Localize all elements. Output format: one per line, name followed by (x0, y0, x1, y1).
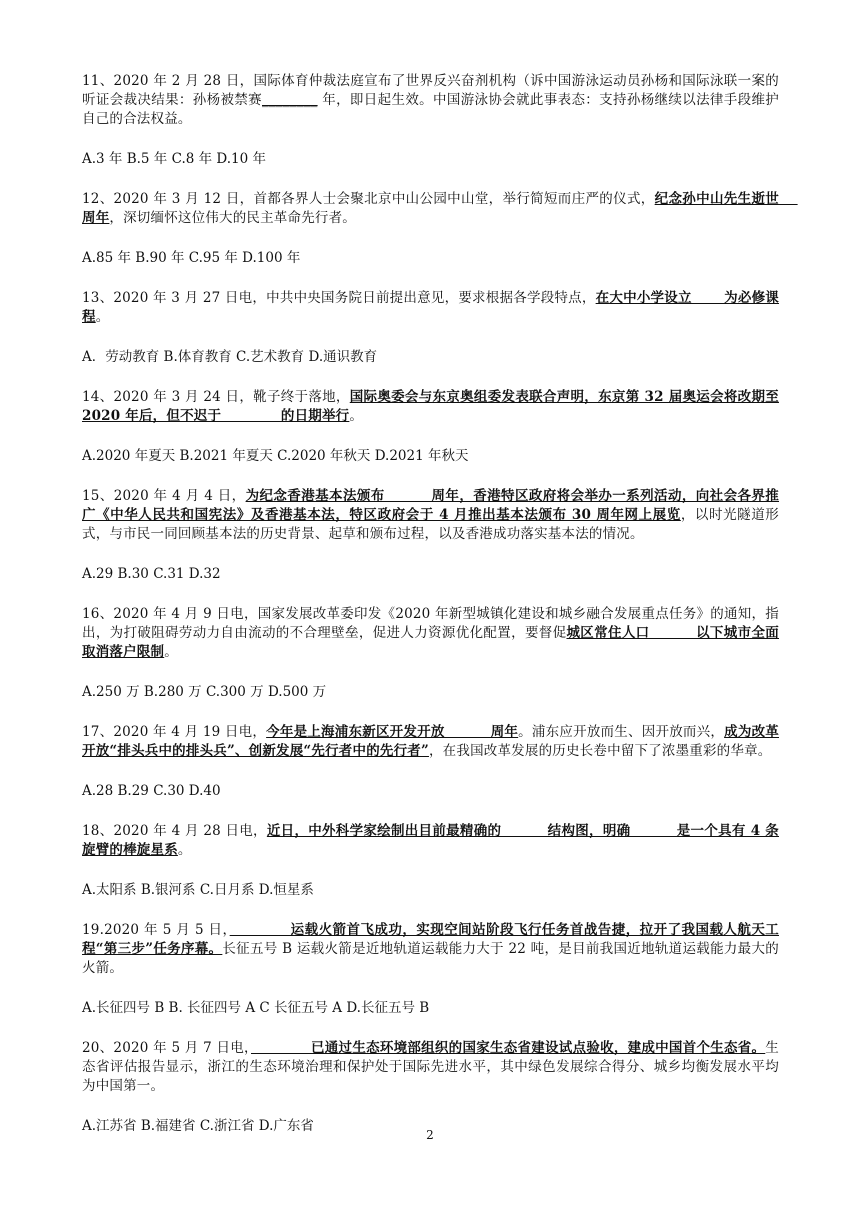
underlined-key-text: 成为改革开放“排头兵中的排头兵”、创新发展“先行者中的先行者” (82, 724, 779, 759)
answer-options: A.太阳系 B.银河系 C.日月系 D.恒星系 (82, 882, 314, 898)
spacer (82, 1096, 779, 1117)
spacer (82, 860, 779, 881)
question-text: 。 (349, 408, 364, 424)
underlined-key-text: 近日，中外科学家绘制出目前最精确的 结构图，明确 是一个具有 4 条旋臂的棒旋星系 (82, 823, 779, 858)
question-q14 (82, 388, 779, 426)
question-text: 长征五号 B 运载火箭是近地轨道运载能力大于 22 吨，是目前我国近地轨道运载能力最大的火箭。 (82, 941, 779, 976)
question-q13 (82, 289, 779, 327)
question-q12 (82, 190, 798, 228)
answer-options: A.85 年 B.90 年 C.95 年 D.100 年 (82, 250, 301, 266)
question-q16 (82, 605, 779, 662)
answer-options: A.29 B.30 C.31 D.32 (82, 566, 221, 582)
underlined-key-text: ________ (262, 92, 318, 108)
spacer (82, 367, 779, 388)
answer-options: A.长征四号 B B. 长征四号 A C 长征五号 A D.长征五号 B (82, 1000, 430, 1016)
spacer (82, 327, 779, 348)
question-text: 生态省评估报告显示，浙江的生态环境治理和保护处于国际先进水平，其中绿色发展综合得分、城乡均衡发展水平均为中国第一。 (82, 1040, 779, 1094)
spacer (82, 978, 779, 999)
underlined-key-text: 纪念孙中山先生逝世 周年 (82, 191, 798, 226)
underlined-key-text: 在大中小学设立 为必修课程 (82, 290, 780, 325)
spacer (82, 169, 779, 190)
spacer (82, 1018, 779, 1039)
spacer (82, 426, 779, 447)
answer-options: A.2020 年夏天 B.2021 年夏天 C.2020 年秋天 D.2021 年秋天 (82, 448, 469, 464)
question-q18 (82, 822, 779, 860)
spacer (82, 584, 779, 605)
underlined-key-text: 为纪念香港基本法颁布 周年，香港特区政府将会举办一系列活动，向社会各界推广《中华人民共和国宪法》及香港基本法，特区政府会于 4 月推出基本法颁布 30 周年网上展览 (82, 488, 780, 523)
question-text: 年，即日起生效。中国游泳协会就此事表态：支持孙杨继续以法律手段维护自己的合法权益。 (82, 92, 779, 127)
question-text: ，在我国改革发展的历史长卷中留下了浓墨重彩的华章。 (428, 743, 772, 759)
underlined-key-text: 运载火箭首飞成功，实现空间站阶段飞行任务首战告捷，拉开了我国载人航天工程“第三步”任务序幕。 (82, 922, 779, 957)
answer-options: A．劳动教育 B.体育教育 C.艺术教育 D.通识教育 (82, 349, 378, 365)
question-text: 13、2020 年 3 月 27 日电，中共中央国务院日前提出意见，要求根据各学段特点， (82, 290, 596, 306)
underlined-key-text: 城区常住人口 以下城市全面取消落户限制 (82, 625, 779, 660)
page-number: 2 (426, 1128, 434, 1142)
question-text: 17、2020 年 4 月 19 日电， (82, 724, 267, 740)
question-text: 。 (95, 309, 110, 325)
spacer (82, 761, 779, 782)
question-q11 (82, 72, 779, 129)
spacer (82, 466, 779, 487)
spacer (82, 801, 779, 822)
question-text: 。 (164, 644, 178, 660)
answer-options: A.250 万 B.280 万 C.300 万 D.500 万 (82, 684, 327, 700)
question-text: ，以时光隧道形式，与市民一同回顾基本法的历史背景、起草和颁布过程，以及香港成功落实基本法的情况。 (82, 507, 779, 542)
question-text: ，深切缅怀这位伟大的民主革命先行者。 (109, 210, 357, 226)
question-text: 16、2020 年 4 月 9 日电，国家发展改革委印发《2020 年新型城镇化建设和城乡融合发展重点任务》的通知，指出，为打破阻碍劳动力自由流动的不合理壁垒，促进人力资源优化配置，要督促 (82, 606, 779, 641)
underlined-key-text: 今年是上海浦东新区开发开放 周年 (266, 724, 519, 740)
answer-options: A.3 年 B.5 年 C.8 年 D.10 年 (82, 151, 267, 167)
underlined-key-text: 国际奥委会与东京奥组委发表联合声明，东京第 32 届奥运会将改期至 2020 年后，但不迟于 的日期举行 (82, 389, 779, 424)
question-text: 。 (177, 842, 192, 858)
question-q17 (82, 723, 779, 761)
spacer (82, 268, 779, 289)
question-text: 。浦东应开放而生、因开放而兴， (518, 724, 725, 740)
spacer (82, 662, 779, 683)
answer-options: A.28 B.29 C.30 D.40 (82, 783, 221, 799)
question-text: 18、2020 年 4 月 28 日电， (82, 823, 267, 839)
question-q15 (82, 487, 779, 544)
spacer (82, 129, 779, 150)
document-body (82, 72, 798, 1157)
question-q19 (82, 921, 779, 978)
spacer (82, 900, 779, 921)
underlined-key-text: 已通过生态环境部组织的国家生态省建设试点验收，建成中国首个生态省。 (251, 1040, 766, 1056)
question-text: 19.2020 年 5 月 5 日， (82, 922, 230, 938)
question-text: 12、2020 年 3 月 12 日，首都各界人士会聚北京中山公园中山堂，举行简短而庄严的仪式， (82, 191, 655, 207)
spacer (82, 228, 779, 249)
question-text: 14、2020 年 3 月 24 日，靴子终于落地， (82, 389, 350, 405)
question-text: 15、2020 年 4 月 4 日， (82, 488, 246, 504)
question-q20 (82, 1039, 779, 1096)
spacer (82, 702, 779, 723)
spacer (82, 544, 779, 565)
question-text: 20、2020 年 5 月 7 日电， (82, 1040, 251, 1056)
answer-options: A.江苏省 B.福建省 C.浙江省 D.广东省 (82, 1118, 314, 1134)
question-text: 11、2020 年 2 月 28 日，国际体育仲裁法庭宣布了世界反兴奋剂机构（诉中国游泳运动员孙杨和国际泳联一案的听证会裁决结果：孙杨被禁赛 (82, 73, 779, 108)
